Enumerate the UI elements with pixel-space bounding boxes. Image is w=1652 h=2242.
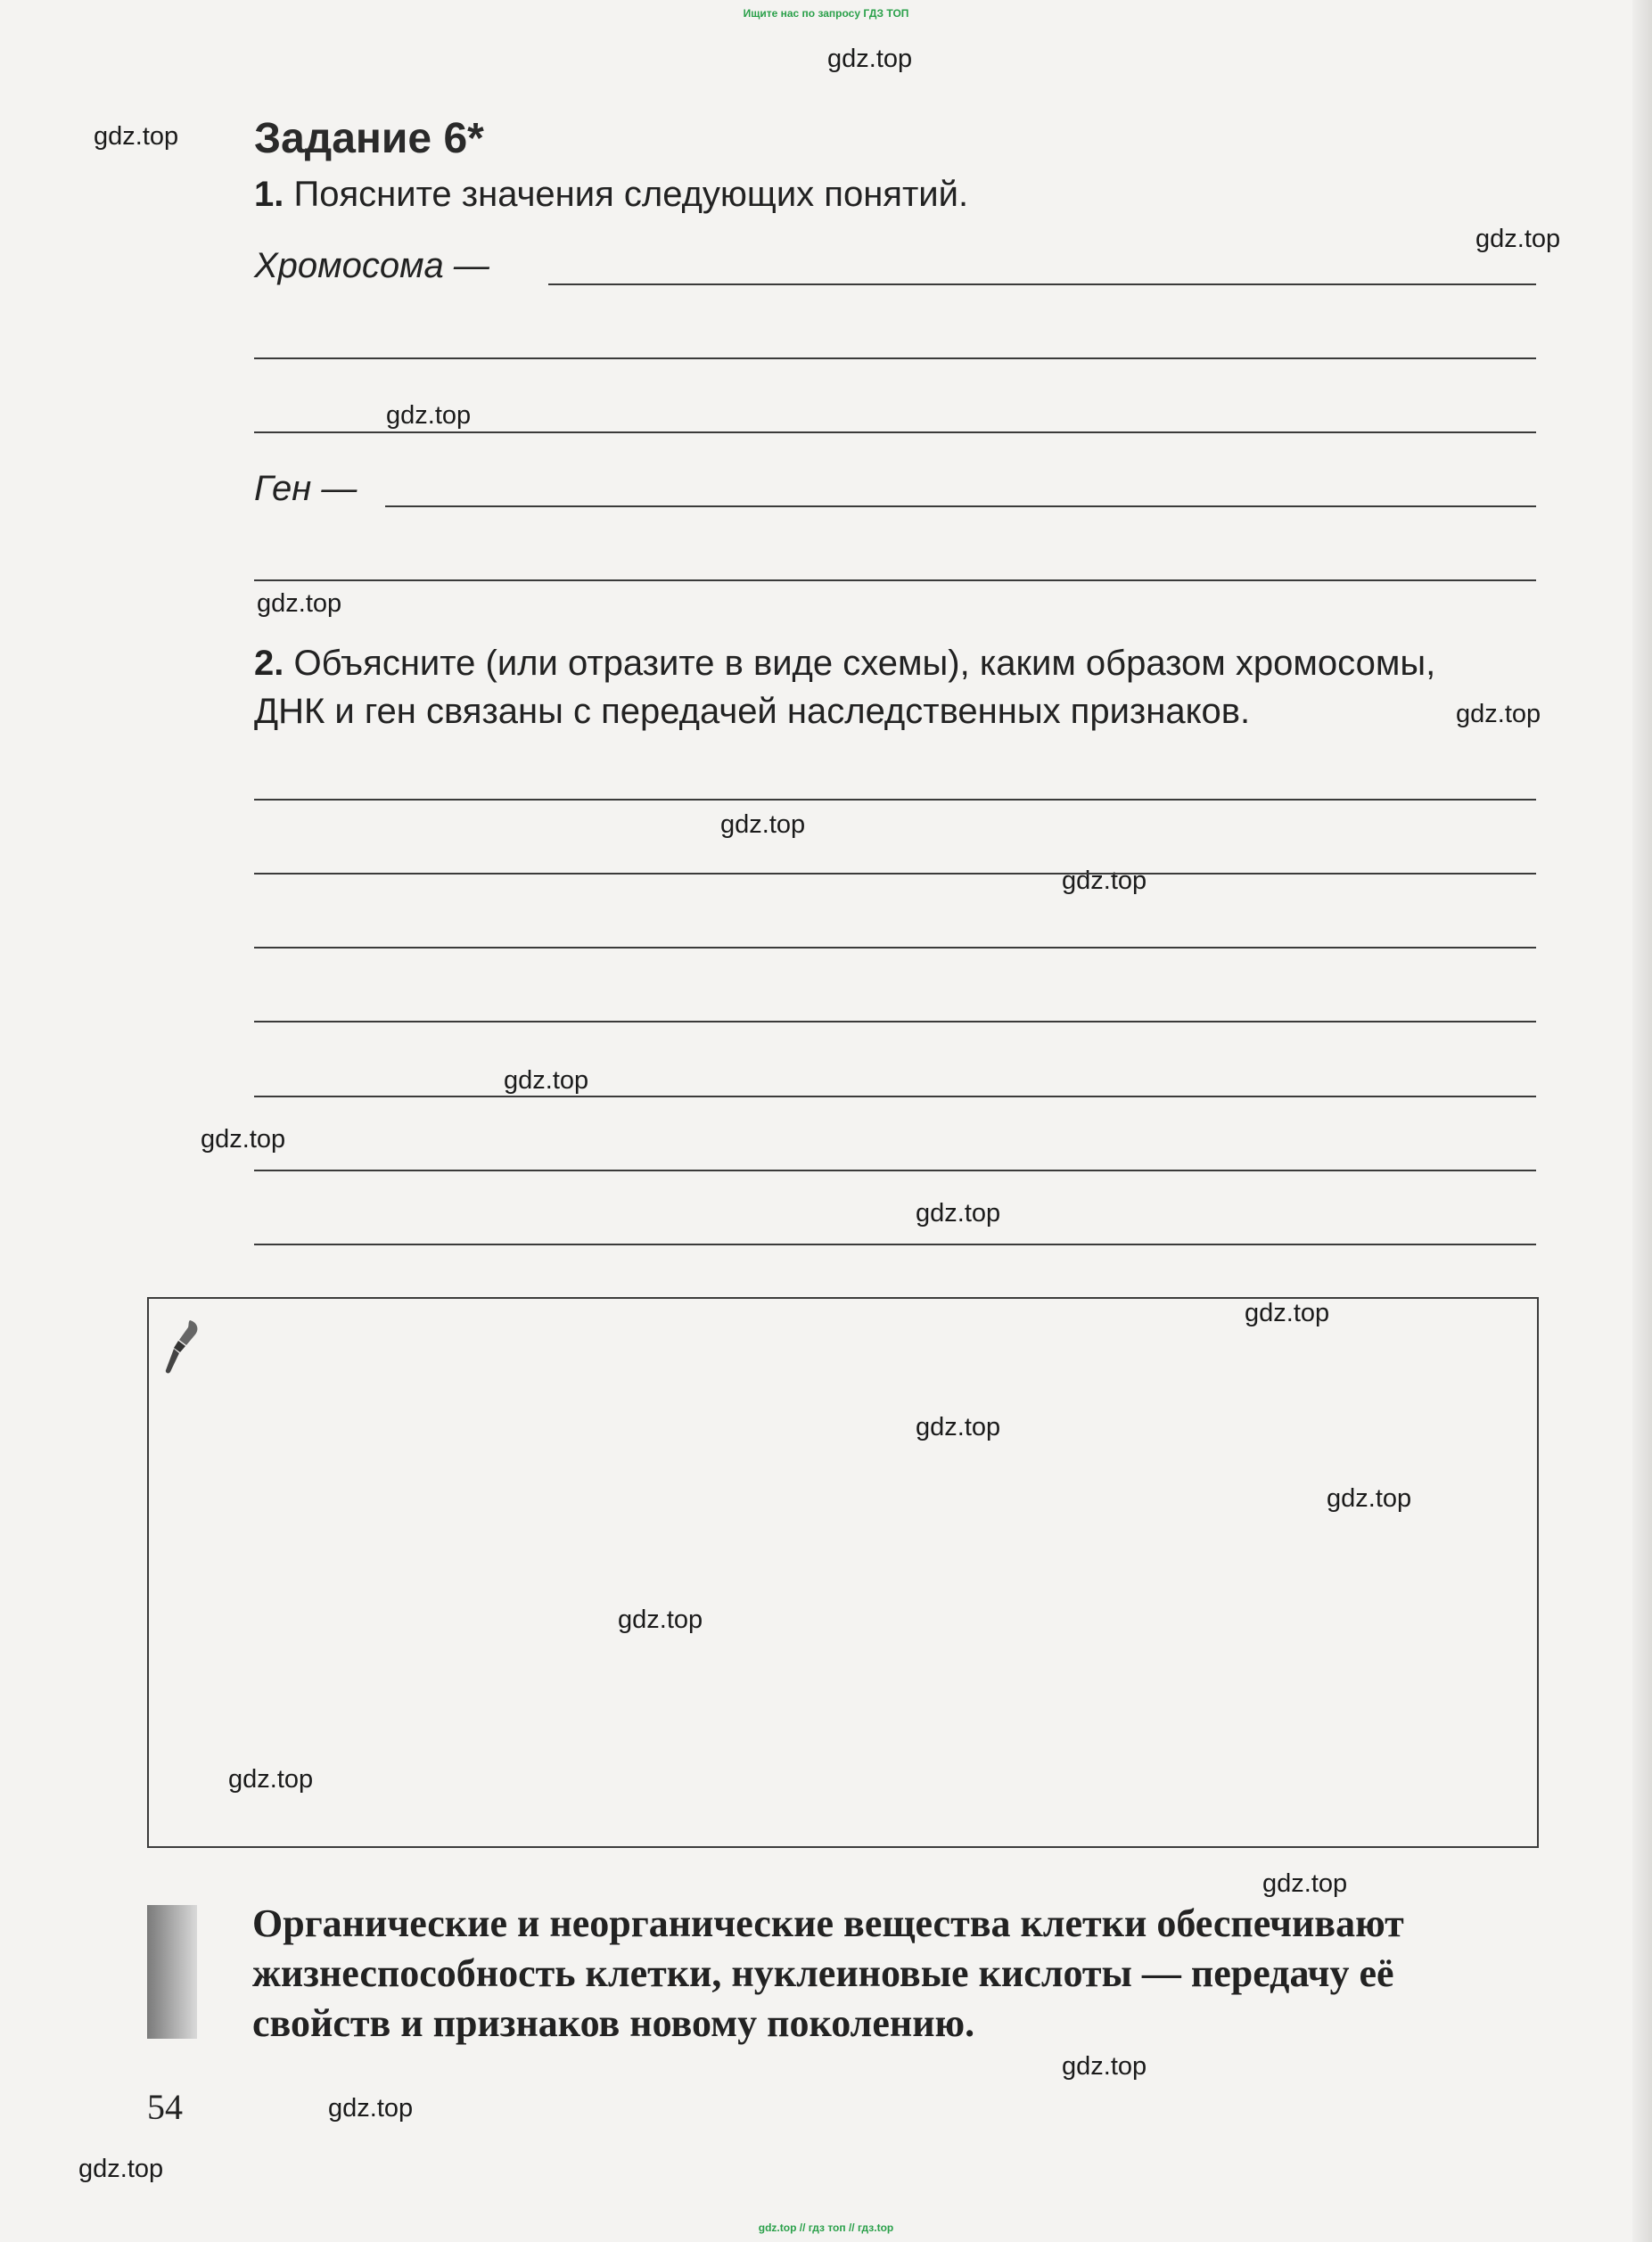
- brush-icon: [165, 1318, 201, 1380]
- answer-line[interactable]: [548, 283, 1536, 285]
- header-note: Ищите нас по запросу ГДЗ ТОП: [743, 7, 909, 20]
- footer-note: gdz.top // гдз топ // гдз.top: [758, 2221, 894, 2234]
- answer-line[interactable]: [254, 947, 1536, 949]
- conclusion-text: Органические и неорганические вещества клетки обеспечивают жизнеспособность клетки, нуклеиновые кислоты — передачу её свойств и признаков новому поколению.: [252, 1901, 1404, 2045]
- watermark: gdz.top: [618, 1606, 703, 1634]
- watermark: gdz.top: [916, 1199, 1001, 1228]
- watermark: gdz.top: [78, 2155, 164, 2183]
- answer-line[interactable]: [254, 799, 1536, 801]
- watermark: gdz.top: [1062, 2052, 1147, 2081]
- term-chromosome: Хромосома —: [254, 246, 489, 285]
- watermark: gdz.top: [1062, 866, 1147, 895]
- answer-line[interactable]: [254, 1021, 1536, 1022]
- watermark: gdz.top: [257, 589, 342, 618]
- watermark: gdz.top: [720, 810, 806, 839]
- answer-line[interactable]: [254, 1244, 1536, 1245]
- watermark: gdz.top: [916, 1413, 1001, 1441]
- question-1: [254, 170, 968, 218]
- answer-line[interactable]: [254, 1170, 1536, 1171]
- answer-line[interactable]: [385, 505, 1536, 507]
- watermark: gdz.top: [228, 1765, 314, 1794]
- page-number: 54: [147, 2087, 183, 2127]
- watermark: gdz.top: [1456, 700, 1541, 728]
- page-edge-shadow: [1632, 0, 1652, 2242]
- watermark: gdz.top: [504, 1066, 589, 1095]
- question-2-line-2: ДНК и ген связаны с передачей наследственных признаков.: [254, 692, 1251, 731]
- watermark: gdz.top: [1245, 1299, 1330, 1327]
- watermark: gdz.top: [328, 2094, 414, 2123]
- watermark: gdz.top: [94, 122, 179, 151]
- task-title: Задание 6*: [254, 115, 484, 162]
- question-2-line-1: Объясните (или отразите в виде схемы), каким образом хромосомы,: [284, 644, 1436, 683]
- watermark: gdz.top: [827, 45, 913, 73]
- question-2-number: 2.: [254, 644, 284, 683]
- watermark: gdz.top: [1327, 1484, 1412, 1513]
- question-2: [254, 639, 1435, 735]
- answer-line[interactable]: [254, 873, 1536, 875]
- drawing-area[interactable]: [147, 1297, 1539, 1848]
- term-gene: Ген —: [254, 469, 358, 508]
- answer-line[interactable]: [254, 357, 1536, 359]
- watermark: gdz.top: [1475, 225, 1561, 253]
- conclusion-marker: [147, 1905, 197, 2039]
- watermark: gdz.top: [1262, 1869, 1348, 1898]
- watermark: gdz.top: [386, 401, 472, 430]
- question-1-text: Поясните значения следующих понятий.: [284, 175, 969, 214]
- answer-line[interactable]: [254, 579, 1536, 581]
- answer-line[interactable]: [254, 1096, 1536, 1097]
- answer-line[interactable]: [254, 431, 1536, 433]
- question-1-number: 1.: [254, 175, 284, 214]
- watermark: gdz.top: [201, 1125, 286, 1154]
